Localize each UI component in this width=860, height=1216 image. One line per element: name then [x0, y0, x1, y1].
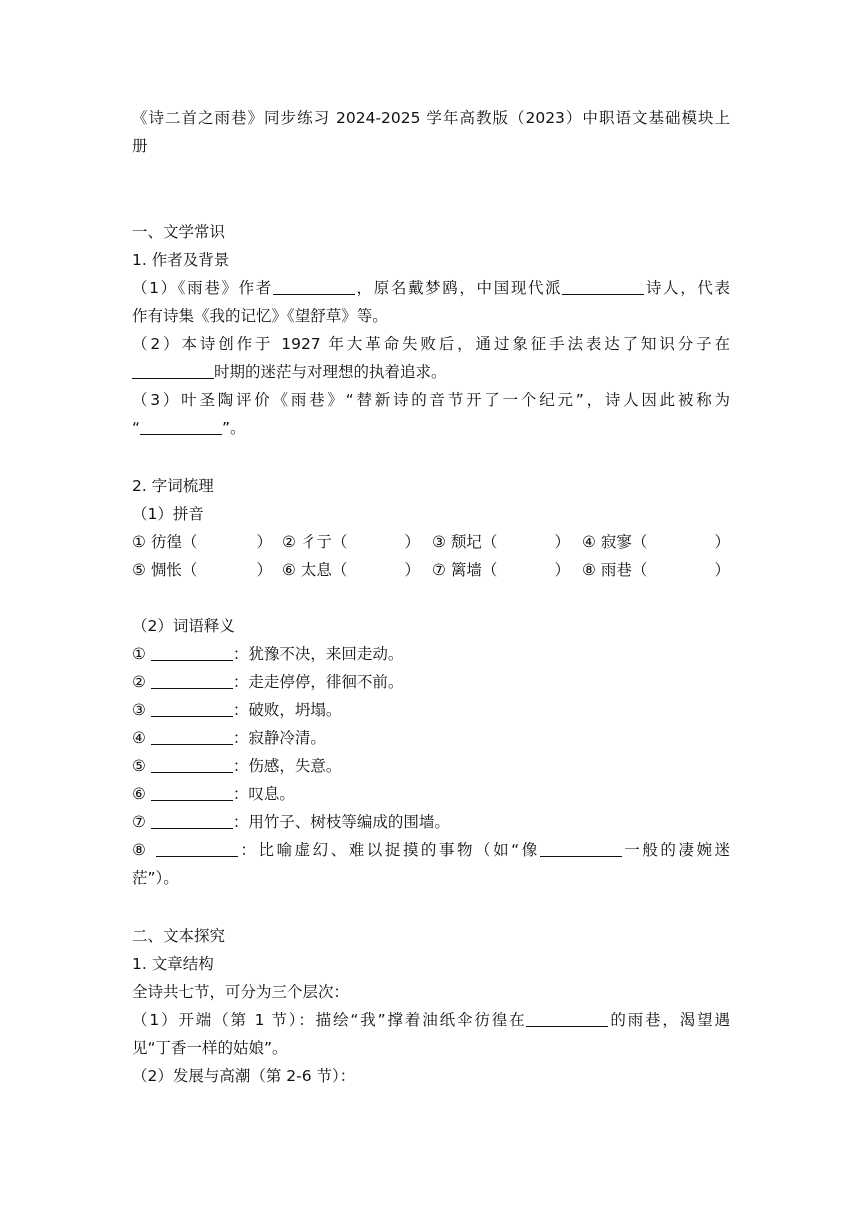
meaning-item: ② ：走走停停，徘徊不前。 — [132, 673, 404, 691]
structure-point-1: （1）开端（第 1 节）：描绘“我”撑着油纸伞彷徨在 的雨巷，渴望遇 — [132, 1011, 730, 1029]
pinyin-item: ① 彷徨（ ） — [132, 533, 272, 551]
answer-blank[interactable] — [151, 784, 233, 801]
answer-blank[interactable] — [540, 840, 622, 857]
pinyin-answer[interactable]: ） — [404, 561, 420, 579]
answer-blank[interactable] — [151, 644, 233, 661]
paragraph: 全诗共七节，可分为三个层次： — [132, 983, 350, 1001]
pinyin-grid — [132, 532, 730, 580]
answer-blank[interactable] — [151, 700, 233, 717]
meaning-item: ① ：犹豫不决，来回走动。 — [132, 645, 404, 663]
answer-blank[interactable] — [151, 812, 233, 829]
answer-blank[interactable] — [273, 278, 355, 295]
question-3-line-2: “ ”。 — [132, 419, 246, 437]
pinyin-item: ⑦ 篱墙（ ） — [432, 561, 570, 579]
document-title-line-1: 《诗二首之雨巷》同步练习 2024-2025 学年高教版（2023）中职语文基础模块上 — [132, 109, 730, 127]
pinyin-answer[interactable]: ） — [714, 533, 730, 551]
pinyin-item: ⑧ 雨巷（ ） — [582, 561, 730, 579]
section-heading: 一、文学常识 — [132, 223, 226, 241]
question-3-line-1: （3）叶圣陶评价《雨巷》“替新诗的音节开了一个纪元”，诗人因此被称为 — [132, 391, 730, 409]
answer-blank[interactable] — [140, 418, 222, 435]
answer-blank[interactable] — [151, 756, 233, 773]
answer-blank[interactable] — [132, 362, 214, 379]
answer-blank[interactable] — [526, 1010, 608, 1027]
pinyin-item: ⑤ 惆怅（ ） — [132, 561, 272, 579]
pinyin-answer[interactable]: ） — [404, 533, 420, 551]
subsection-heading: 1. 文章结构 — [132, 955, 214, 973]
pinyin-heading: （1）拼音 — [132, 505, 204, 523]
question-1-line-1: （1）《雨巷》作者 ，原名戴梦鸥，中国现代派 诗人，代表 — [132, 279, 730, 297]
subsection-heading: 2. 字词梳理 — [132, 477, 214, 495]
structure-point-2: （2）发展与高潮（第 2-6 节）： — [132, 1067, 356, 1085]
meaning-item: ⑥ ：叹息。 — [132, 785, 295, 803]
answer-blank[interactable] — [156, 840, 238, 857]
structure-point-1-continued: 见“丁香一样的姑娘”。 — [132, 1039, 288, 1057]
pinyin-answer[interactable]: ） — [256, 533, 272, 551]
section-heading: 二、文本探究 — [132, 927, 226, 945]
pinyin-item: ③ 颓圮（ ） — [432, 533, 570, 551]
meaning-item: ⑤ ：伤感，失意。 — [132, 757, 342, 775]
pinyin-answer[interactable]: ） — [256, 561, 272, 579]
pinyin-answer[interactable]: ） — [714, 561, 730, 579]
document-title-line-2: 册 — [132, 137, 148, 155]
pinyin-item: ② 彳亍（ ） — [282, 533, 420, 551]
meaning-item: ⑧ ：比喻虚幻、难以捉摸的事物（如“像 一般的凄婉迷 — [132, 841, 731, 859]
meaning-item-continued: 茫”）。 — [132, 869, 179, 887]
meaning-item: ③ ：破败，坍塌。 — [132, 701, 342, 719]
meaning-item: ④ ：寂静冷清。 — [132, 729, 326, 747]
pinyin-answer[interactable]: ） — [554, 533, 570, 551]
meaning-heading: （2）词语释义 — [132, 617, 235, 635]
pinyin-answer[interactable]: ） — [554, 561, 570, 579]
question-2-line-2: 时期的迷茫与对理想的执着追求。 — [132, 362, 447, 382]
answer-blank[interactable] — [151, 672, 233, 689]
question-1-line-2: 作有诗集《我的记忆》《望舒草》等。 — [132, 307, 388, 325]
answer-blank[interactable] — [151, 728, 233, 745]
pinyin-item: ④ 寂寥（ ） — [582, 533, 730, 551]
answer-blank[interactable] — [562, 278, 644, 295]
question-2-line-1: （2）本诗创作于 1927 年大革命失败后，通过象征手法表达了知识分子在 — [132, 335, 730, 353]
subsection-heading: 1. 作者及背景 — [132, 251, 230, 269]
meaning-item: ⑦ ：用竹子、树枝等编成的围墙。 — [132, 813, 450, 831]
pinyin-item: ⑥ 太息（ ） — [282, 561, 420, 579]
